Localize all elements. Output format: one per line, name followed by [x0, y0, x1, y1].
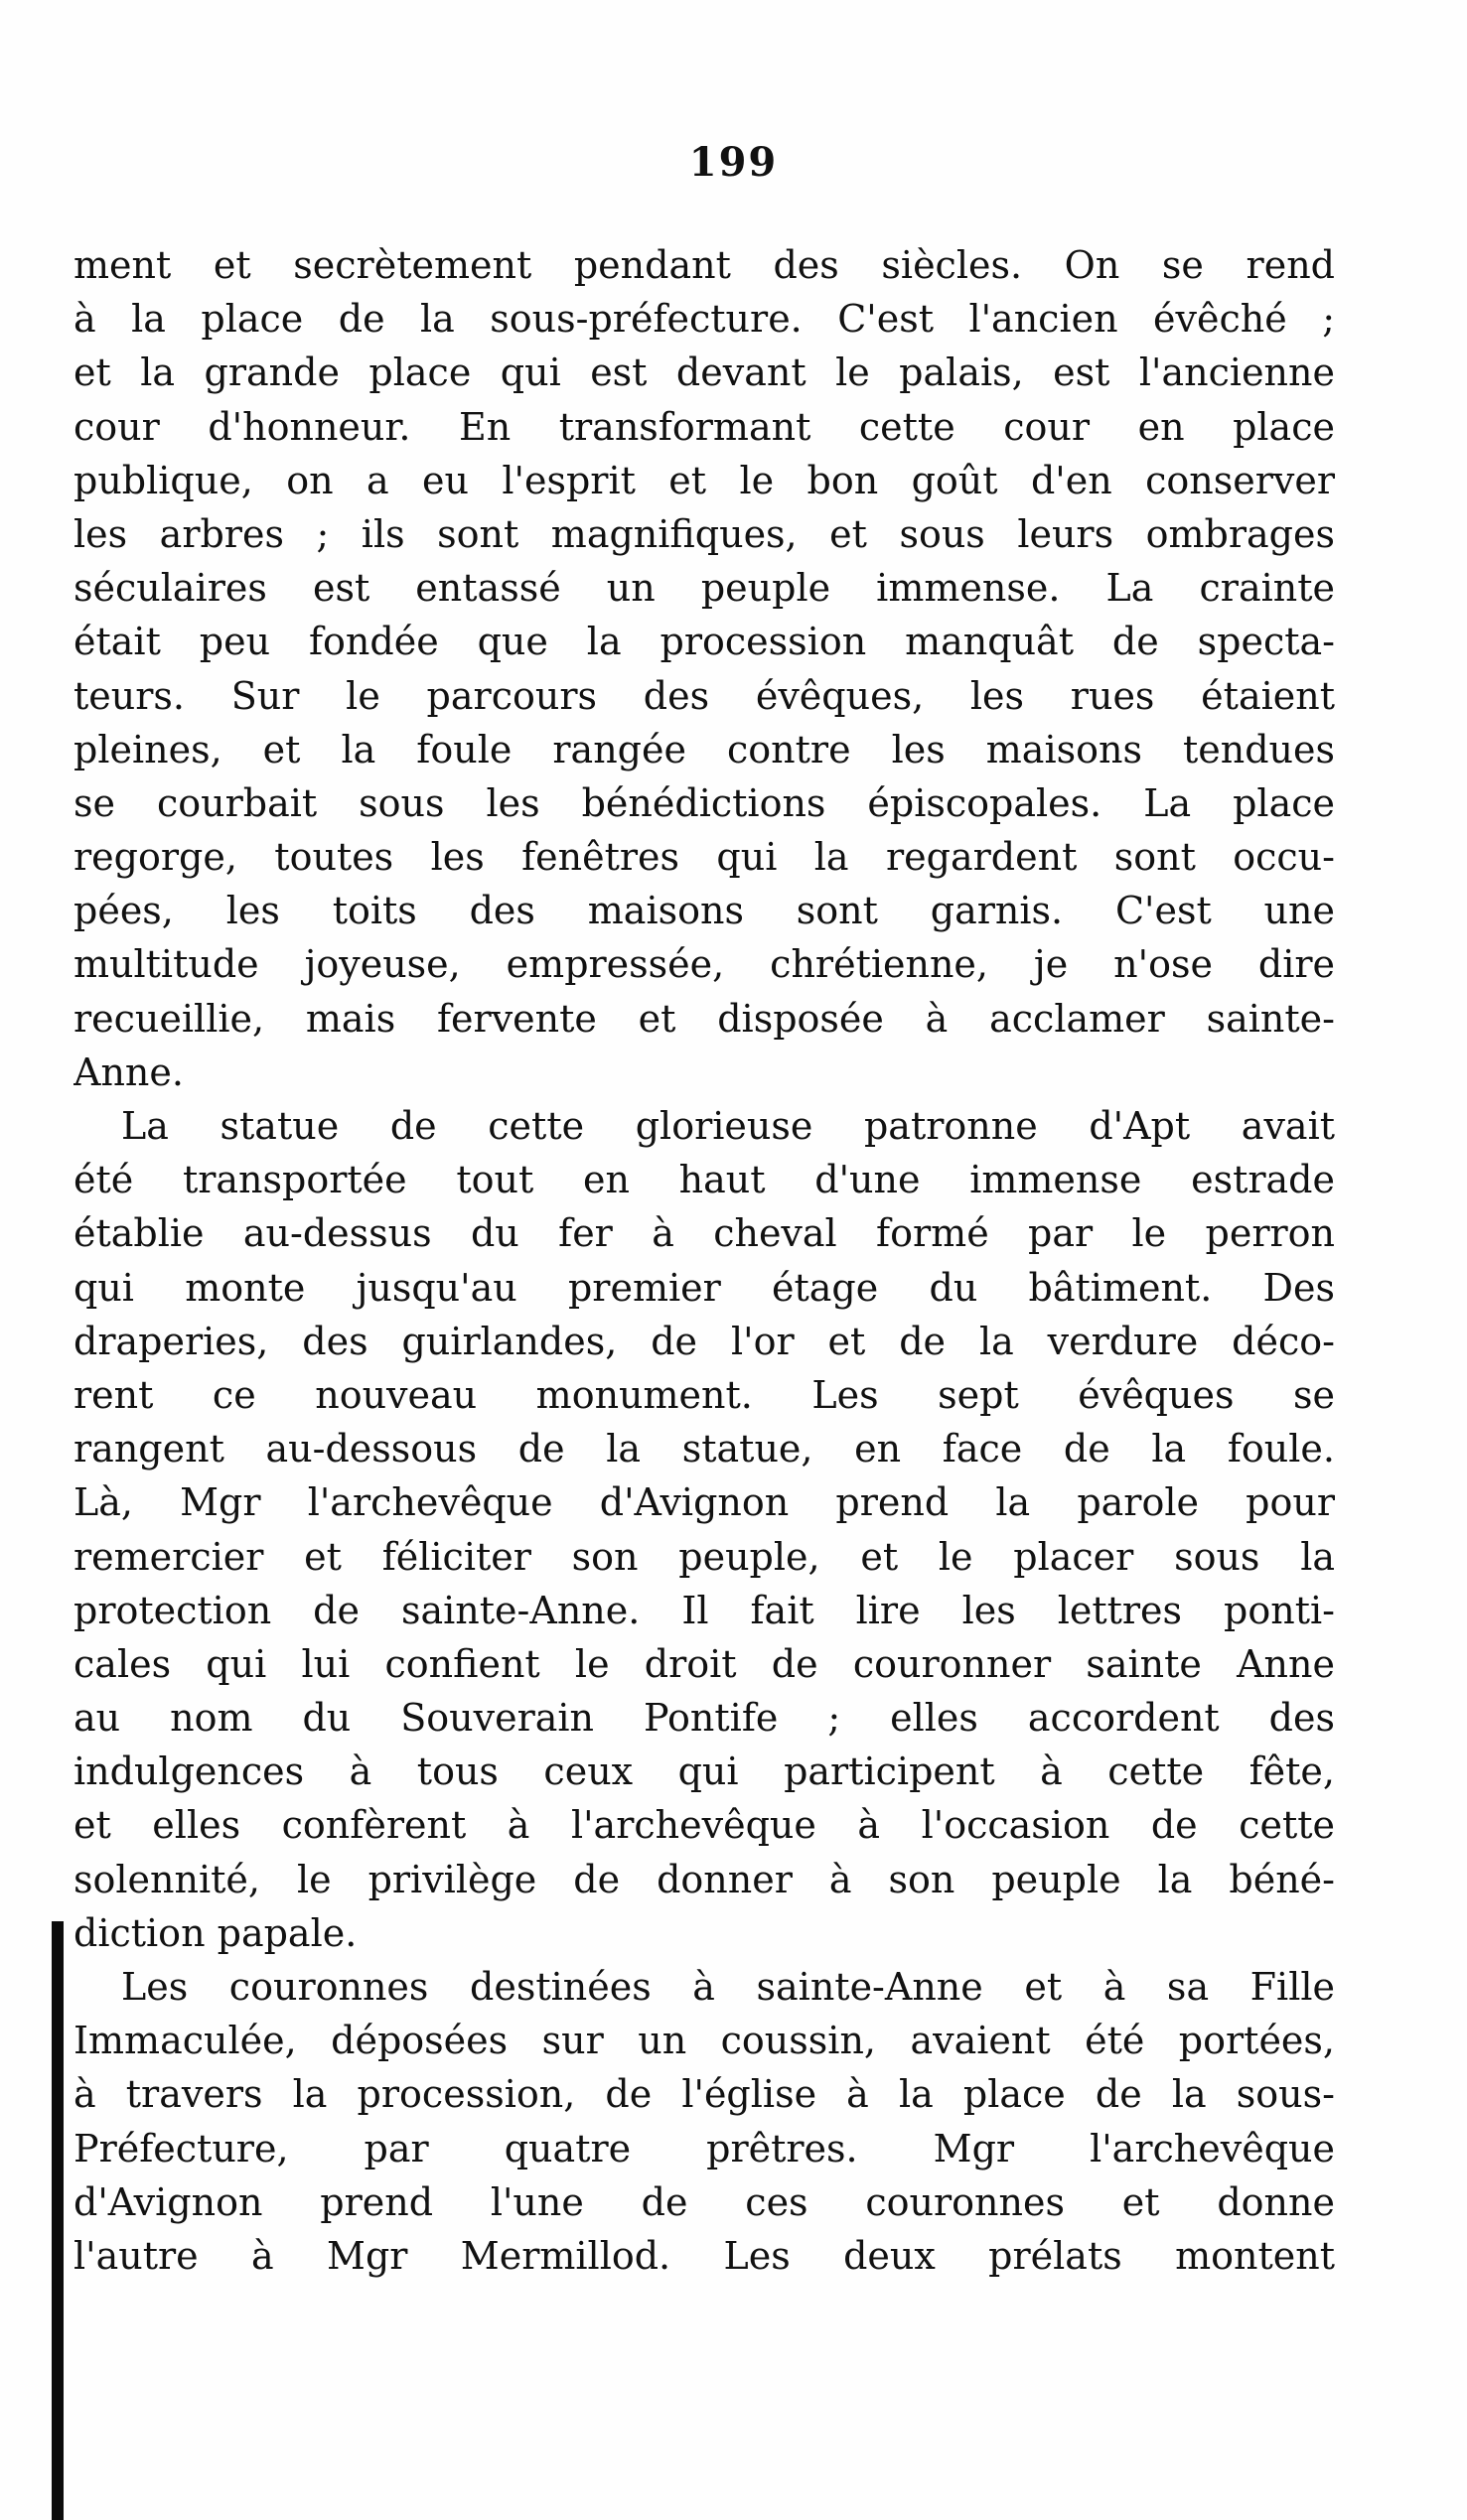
text-line: séculaires est entassé un peuple immense. La crainte	[73, 566, 1335, 611]
text-line: rangent au-dessous de la statue, en face de la foule.	[73, 1427, 1335, 1471]
text-line: protection de sainte-Anne. Il fait lire les lettres ponti-	[73, 1588, 1335, 1632]
text-line: au nom du Souverain Pontife ; elles accordent des	[73, 1696, 1335, 1741]
text-line: recueillie, mais fervente et disposée à acclamer sainte-	[73, 996, 1335, 1041]
text-line: pleines, et la foule rangée contre les maisons tendues	[73, 727, 1335, 771]
text-line: Immaculée, déposées sur un coussin, avaient été portées,	[73, 2019, 1335, 2063]
text-line: d'Avignon prend l'une de ces couronnes et donne	[73, 2179, 1335, 2224]
text-line: teurs. Sur le parcours des évêques, les rues étaient	[73, 673, 1335, 718]
text-line: se courbait sous les bénédictions épiscopales. La place	[73, 780, 1335, 825]
text-line: et elles confèrent à l'archevêque à l'occasion de cette	[73, 1803, 1335, 1848]
text-line: qui monte jusqu'au premier étage du bâtiment. Des	[73, 1265, 1335, 1310]
text-line: Préfecture, par quatre prêtres. Mgr l'archevêque	[73, 2126, 1335, 2170]
text-line: cales qui lui confient le droit de couronner sainte Anne	[73, 1641, 1335, 1686]
text-line: remercier et féliciter son peuple, et le placer sous la	[73, 1534, 1335, 1579]
text-line: à travers la procession, de l'église à la place de la sous-	[73, 2072, 1335, 2117]
text-line: à la place de la sous-préfecture. C'est l'ancien évêché ;	[73, 297, 1335, 342]
text-line: pées, les toits des maisons sont garnis. C'est une	[73, 889, 1335, 933]
text-line: indulgences à tous ceux qui participent à cette fête,	[73, 1750, 1335, 1794]
text-line: Là, Mgr l'archevêque d'Avignon prend la parole pour	[73, 1480, 1335, 1525]
page-number: 199	[688, 139, 779, 186]
text-line: l'autre à Mgr Mermillod. Les deux prélats montent	[73, 2233, 1335, 2278]
body-text	[73, 238, 1335, 2283]
binding-edge-shadow	[52, 1921, 64, 2520]
text-line: les arbres ; ils sont magnifiques, et sous leurs ombrages	[73, 511, 1335, 556]
text-line: draperies, des guirlandes, de l'or et de la verdure déco-	[73, 1319, 1335, 1363]
text-line: rent ce nouveau monument. Les sept évêques se	[73, 1372, 1335, 1417]
text-line: Anne.	[73, 1050, 184, 1094]
text-line: et la grande place qui est devant le palais, est l'ancienne	[73, 350, 1335, 395]
text-line: La statue de cette glorieuse patronne d'Apt avait	[121, 1104, 1335, 1148]
text-line: été transportée tout en haut d'une immense estrade	[73, 1158, 1335, 1202]
text-line: Les couronnes destinées à sainte-Anne et à sa Fille	[121, 1965, 1335, 2009]
text-line: établie au-dessus du fer à cheval formé par le perron	[73, 1211, 1335, 1256]
text-line: regorge, toutes les fenêtres qui la regardent sont occu-	[73, 835, 1335, 880]
text-line: ment et secrètement pendant des siècles. On se rend	[73, 243, 1335, 287]
text-line: publique, on a eu l'esprit et le bon goût d'en conserver	[73, 458, 1335, 502]
text-line: solennité, le privilège de donner à son peuple la béné-	[73, 1857, 1335, 1901]
text-line: diction papale.	[73, 1910, 358, 1955]
text-line: multitude joyeuse, empressée, chrétienne, je n'ose dire	[73, 942, 1335, 987]
text-line: cour d'honneur. En transformant cette cour en place	[73, 404, 1335, 449]
text-line: était peu fondée que la procession manquât de specta-	[73, 620, 1335, 664]
